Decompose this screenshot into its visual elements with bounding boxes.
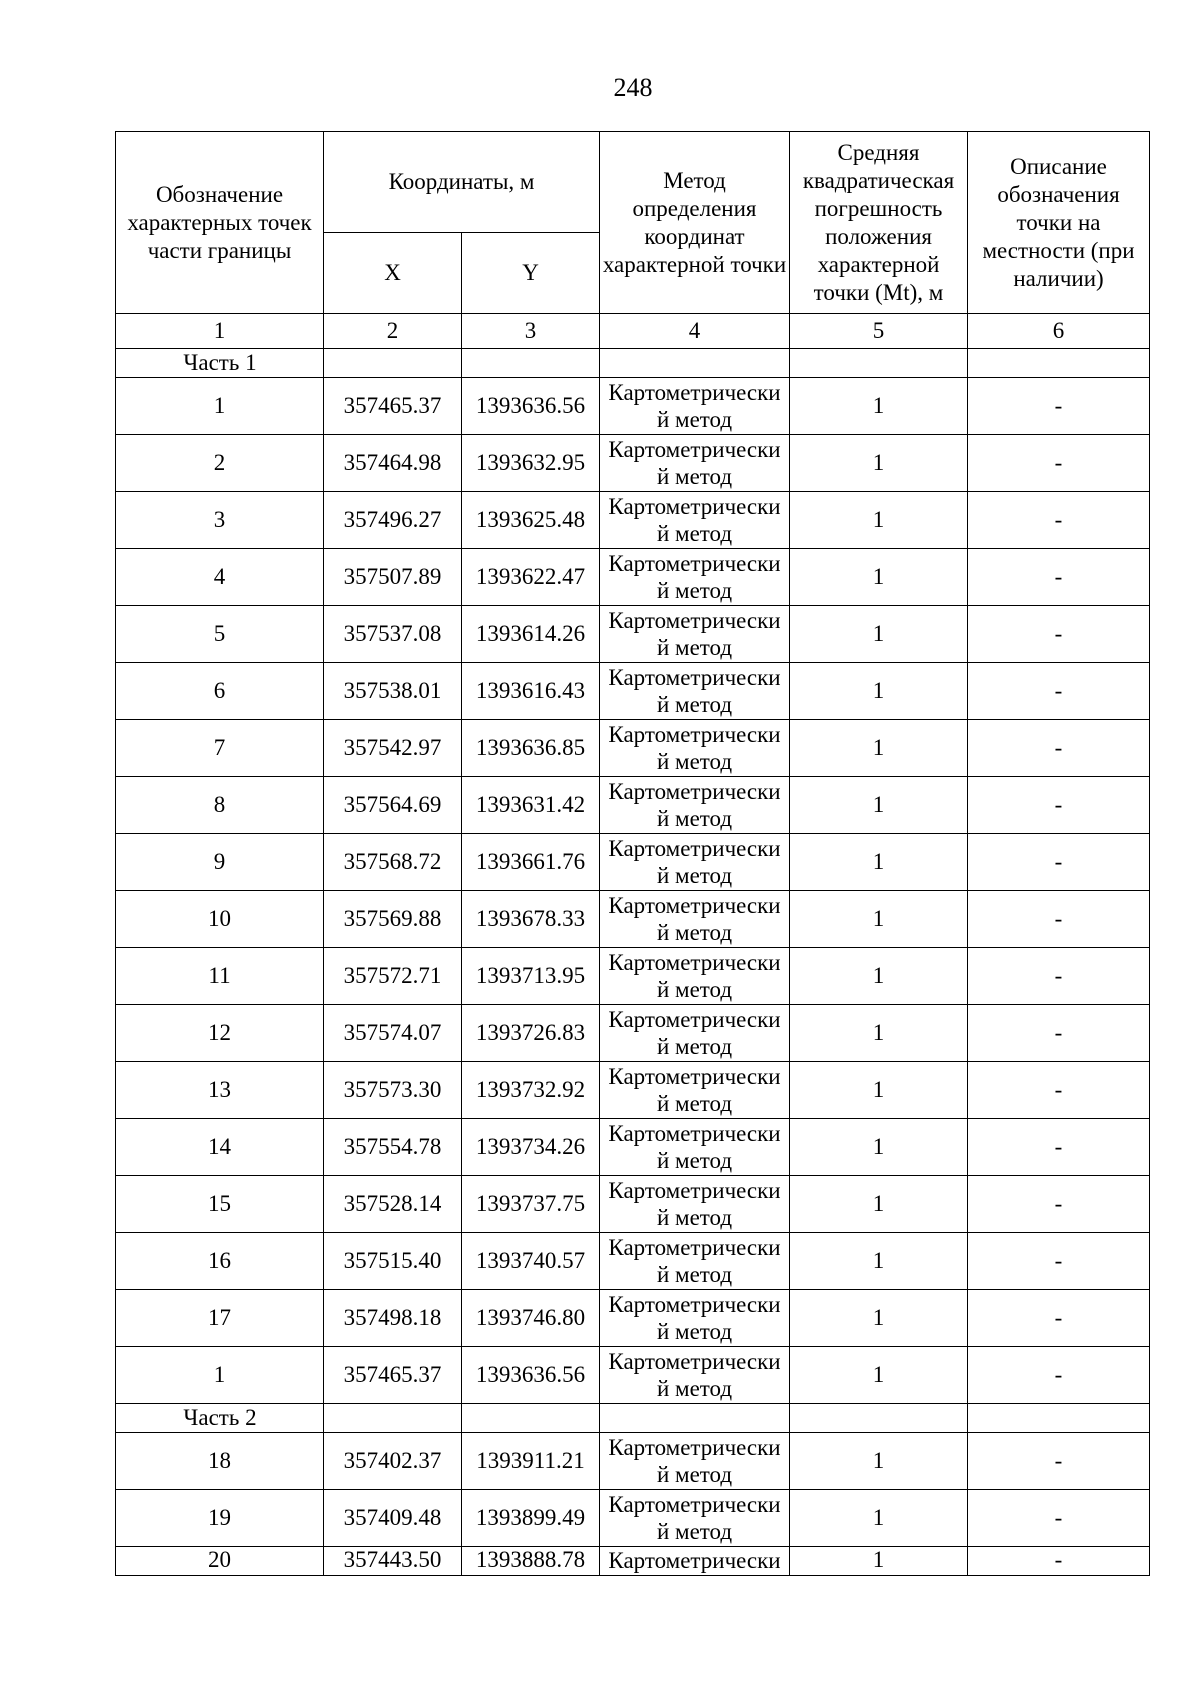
error-cell: 1 — [790, 1233, 968, 1290]
description-cell: - — [968, 1490, 1150, 1547]
table-row — [116, 1233, 1150, 1290]
table-row — [116, 1433, 1150, 1490]
point-cell: 5 — [116, 606, 324, 663]
description-cell: - — [968, 1547, 1150, 1576]
y-cell: 1393746.80 — [462, 1290, 600, 1347]
y-cell: 1393636.56 — [462, 378, 600, 435]
method-cell — [600, 1490, 790, 1547]
description-cell: - — [968, 1119, 1150, 1176]
x-cell: 357537.08 — [324, 606, 462, 663]
section-label-cell — [116, 349, 324, 378]
y-cell: 1393911.21 — [462, 1433, 600, 1490]
table-row — [116, 1005, 1150, 1062]
method-cell — [600, 1547, 790, 1576]
point-cell: 16 — [116, 1233, 324, 1290]
header-point: Обозначение характерных точек части границы — [116, 132, 324, 314]
header-error: Средняя квадратическая погрешность положения характерной точки (Mt), м — [790, 132, 968, 314]
method-cell — [600, 1005, 790, 1062]
method-cell — [600, 435, 790, 492]
error-cell: 1 — [790, 948, 968, 1005]
point-cell: 19 — [116, 1490, 324, 1547]
point-cell: 17 — [116, 1290, 324, 1347]
method-text: Картометрически й метод — [608, 1492, 781, 1544]
point-cell: 18 — [116, 1433, 324, 1490]
table-row — [116, 948, 1150, 1005]
column-number: 2 — [324, 314, 462, 349]
empty-cell — [790, 349, 968, 378]
table-row — [116, 1347, 1150, 1404]
method-text: Картометрически й метод — [608, 1007, 781, 1059]
method-text: Картометрически й метод — [608, 1121, 781, 1173]
method-text: Картометрически й метод — [608, 665, 781, 717]
method-text: Картометрически й метод — [608, 893, 781, 945]
page-number: 248 — [613, 73, 653, 102]
y-cell: 1393899.49 — [462, 1490, 600, 1547]
error-cell: 1 — [790, 1490, 968, 1547]
header-y: Y — [462, 233, 600, 314]
y-cell: 1393632.95 — [462, 435, 600, 492]
method-cell — [600, 720, 790, 777]
point-cell: 2 — [116, 435, 324, 492]
x-cell: 357554.78 — [324, 1119, 462, 1176]
description-cell: - — [968, 663, 1150, 720]
description-cell: - — [968, 1347, 1150, 1404]
description-cell: - — [968, 834, 1150, 891]
point-cell: 13 — [116, 1062, 324, 1119]
description-cell: - — [968, 891, 1150, 948]
x-cell: 357443.50 — [324, 1547, 462, 1576]
error-cell: 1 — [790, 891, 968, 948]
section-row — [116, 349, 1150, 378]
y-cell: 1393678.33 — [462, 891, 600, 948]
x-cell: 357542.97 — [324, 720, 462, 777]
description-cell: - — [968, 492, 1150, 549]
method-text: Картометрически й метод — [608, 1235, 781, 1287]
x-cell: 357465.37 — [324, 378, 462, 435]
y-cell: 1393732.92 — [462, 1062, 600, 1119]
header-coords: Координаты, м — [324, 132, 600, 233]
method-text: Картометрически й метод — [608, 380, 781, 432]
method-text: Картометрически й метод — [608, 722, 781, 774]
method-cell — [600, 777, 790, 834]
method-cell — [600, 606, 790, 663]
method-cell — [600, 549, 790, 606]
point-cell: 15 — [116, 1176, 324, 1233]
y-cell: 1393636.85 — [462, 720, 600, 777]
x-cell: 357496.27 — [324, 492, 462, 549]
table-row — [116, 378, 1150, 435]
method-cell — [600, 1290, 790, 1347]
point-cell: 4 — [116, 549, 324, 606]
point-cell: 12 — [116, 1005, 324, 1062]
method-cell — [600, 891, 790, 948]
table-row — [116, 834, 1150, 891]
column-number: 4 — [600, 314, 790, 349]
x-cell: 357573.30 — [324, 1062, 462, 1119]
method-text: Картометрически й метод — [608, 437, 781, 489]
x-cell: 357574.07 — [324, 1005, 462, 1062]
point-cell: 1 — [116, 1347, 324, 1404]
y-cell: 1393614.26 — [462, 606, 600, 663]
description-cell: - — [968, 549, 1150, 606]
method-text: Картометрически й метод — [608, 950, 781, 1002]
empty-cell — [462, 1404, 600, 1433]
x-cell: 357498.18 — [324, 1290, 462, 1347]
y-cell: 1393737.75 — [462, 1176, 600, 1233]
error-cell: 1 — [790, 1547, 968, 1576]
method-cell — [600, 834, 790, 891]
method-cell — [600, 1119, 790, 1176]
x-cell: 357507.89 — [324, 549, 462, 606]
y-cell: 1393661.76 — [462, 834, 600, 891]
column-number-row — [116, 314, 1150, 349]
method-text: Картометрически й метод — [608, 551, 781, 603]
error-cell: 1 — [790, 1005, 968, 1062]
table-row — [116, 1547, 1150, 1576]
error-cell: 1 — [790, 1176, 968, 1233]
method-cell — [600, 663, 790, 720]
y-cell: 1393734.26 — [462, 1119, 600, 1176]
description-cell: - — [968, 720, 1150, 777]
method-text: Картометрически й метод — [608, 608, 781, 660]
method-cell — [600, 1176, 790, 1233]
description-cell: - — [968, 1176, 1150, 1233]
header-method: Метод определения координат характерной точки — [600, 132, 790, 314]
method-cell — [600, 1233, 790, 1290]
table-row — [116, 891, 1150, 948]
y-cell: 1393625.48 — [462, 492, 600, 549]
error-cell: 1 — [790, 1347, 968, 1404]
y-cell: 1393713.95 — [462, 948, 600, 1005]
empty-cell — [462, 349, 600, 378]
method-cell — [600, 378, 790, 435]
point-cell: 7 — [116, 720, 324, 777]
column-number: 3 — [462, 314, 600, 349]
point-cell: 11 — [116, 948, 324, 1005]
x-cell: 357465.37 — [324, 1347, 462, 1404]
table-row — [116, 435, 1150, 492]
y-cell: 1393636.56 — [462, 1347, 600, 1404]
y-cell: 1393616.43 — [462, 663, 600, 720]
method-text: Картометрически й метод — [608, 1349, 781, 1401]
method-cell — [600, 1062, 790, 1119]
description-cell: - — [968, 1433, 1150, 1490]
error-cell: 1 — [790, 1062, 968, 1119]
description-cell: - — [968, 1233, 1150, 1290]
table-body — [116, 314, 1150, 1576]
empty-cell — [968, 349, 1150, 378]
method-text: Картометрически — [608, 1548, 781, 1573]
description-cell: - — [968, 606, 1150, 663]
description-cell: - — [968, 435, 1150, 492]
error-cell: 1 — [790, 549, 968, 606]
error-cell: 1 — [790, 606, 968, 663]
method-text: Картометрически й метод — [608, 1064, 781, 1116]
error-cell: 1 — [790, 1119, 968, 1176]
table-row — [116, 1062, 1150, 1119]
table-row — [116, 549, 1150, 606]
point-cell: 3 — [116, 492, 324, 549]
method-cell — [600, 1347, 790, 1404]
y-cell: 1393631.42 — [462, 777, 600, 834]
point-cell: 8 — [116, 777, 324, 834]
x-cell: 357564.69 — [324, 777, 462, 834]
error-cell: 1 — [790, 435, 968, 492]
x-cell: 357528.14 — [324, 1176, 462, 1233]
table-row — [116, 720, 1150, 777]
error-cell: 1 — [790, 378, 968, 435]
x-cell: 357515.40 — [324, 1233, 462, 1290]
error-cell: 1 — [790, 777, 968, 834]
column-number: 1 — [116, 314, 324, 349]
empty-cell — [600, 349, 790, 378]
section-label: Часть 2 — [183, 1405, 257, 1430]
x-cell: 357568.72 — [324, 834, 462, 891]
method-cell — [600, 1433, 790, 1490]
empty-cell — [600, 1404, 790, 1433]
empty-cell — [324, 349, 462, 378]
empty-cell — [324, 1404, 462, 1433]
method-cell — [600, 492, 790, 549]
x-cell: 357464.98 — [324, 435, 462, 492]
table-header — [116, 132, 1150, 314]
table-row — [116, 606, 1150, 663]
column-number: 5 — [790, 314, 968, 349]
method-text: Картометрически й метод — [608, 1435, 781, 1487]
column-number: 6 — [968, 314, 1150, 349]
section-row — [116, 1404, 1150, 1433]
point-cell: 9 — [116, 834, 324, 891]
section-label-cell — [116, 1404, 324, 1433]
y-cell: 1393740.57 — [462, 1233, 600, 1290]
y-cell: 1393888.78 — [462, 1547, 600, 1576]
x-cell: 357569.88 — [324, 891, 462, 948]
point-cell: 1 — [116, 378, 324, 435]
point-cell: 14 — [116, 1119, 324, 1176]
x-cell: 357538.01 — [324, 663, 462, 720]
method-text: Картометрически й метод — [608, 1178, 781, 1230]
description-cell: - — [968, 378, 1150, 435]
point-cell: 20 — [116, 1547, 324, 1576]
table-row — [116, 492, 1150, 549]
coordinates-table — [115, 131, 1150, 1576]
description-cell: - — [968, 1062, 1150, 1119]
y-cell: 1393622.47 — [462, 549, 600, 606]
method-text: Картометрически й метод — [608, 494, 781, 546]
error-cell: 1 — [790, 492, 968, 549]
header-description: Описание обозначения точки на местности (при наличии) — [968, 132, 1150, 314]
method-text: Картометрически й метод — [608, 1292, 781, 1344]
empty-cell — [968, 1404, 1150, 1433]
point-cell: 10 — [116, 891, 324, 948]
method-cell — [600, 948, 790, 1005]
table-row — [116, 1490, 1150, 1547]
error-cell: 1 — [790, 663, 968, 720]
y-cell: 1393726.83 — [462, 1005, 600, 1062]
error-cell: 1 — [790, 1290, 968, 1347]
empty-cell — [790, 1404, 968, 1433]
table-row — [116, 1176, 1150, 1233]
section-label: Часть 1 — [183, 350, 257, 375]
description-cell: - — [968, 948, 1150, 1005]
description-cell: - — [968, 1290, 1150, 1347]
method-text: Картометрически й метод — [608, 836, 781, 888]
error-cell: 1 — [790, 834, 968, 891]
description-cell: - — [968, 1005, 1150, 1062]
point-cell: 6 — [116, 663, 324, 720]
description-cell: - — [968, 777, 1150, 834]
table-row — [116, 777, 1150, 834]
x-cell: 357402.37 — [324, 1433, 462, 1490]
method-text: Картометрически й метод — [608, 779, 781, 831]
x-cell: 357572.71 — [324, 948, 462, 1005]
header-x: X — [324, 233, 462, 314]
table-row — [116, 1290, 1150, 1347]
error-cell: 1 — [790, 1433, 968, 1490]
table-row — [116, 1119, 1150, 1176]
x-cell: 357409.48 — [324, 1490, 462, 1547]
table-row — [116, 663, 1150, 720]
error-cell: 1 — [790, 720, 968, 777]
